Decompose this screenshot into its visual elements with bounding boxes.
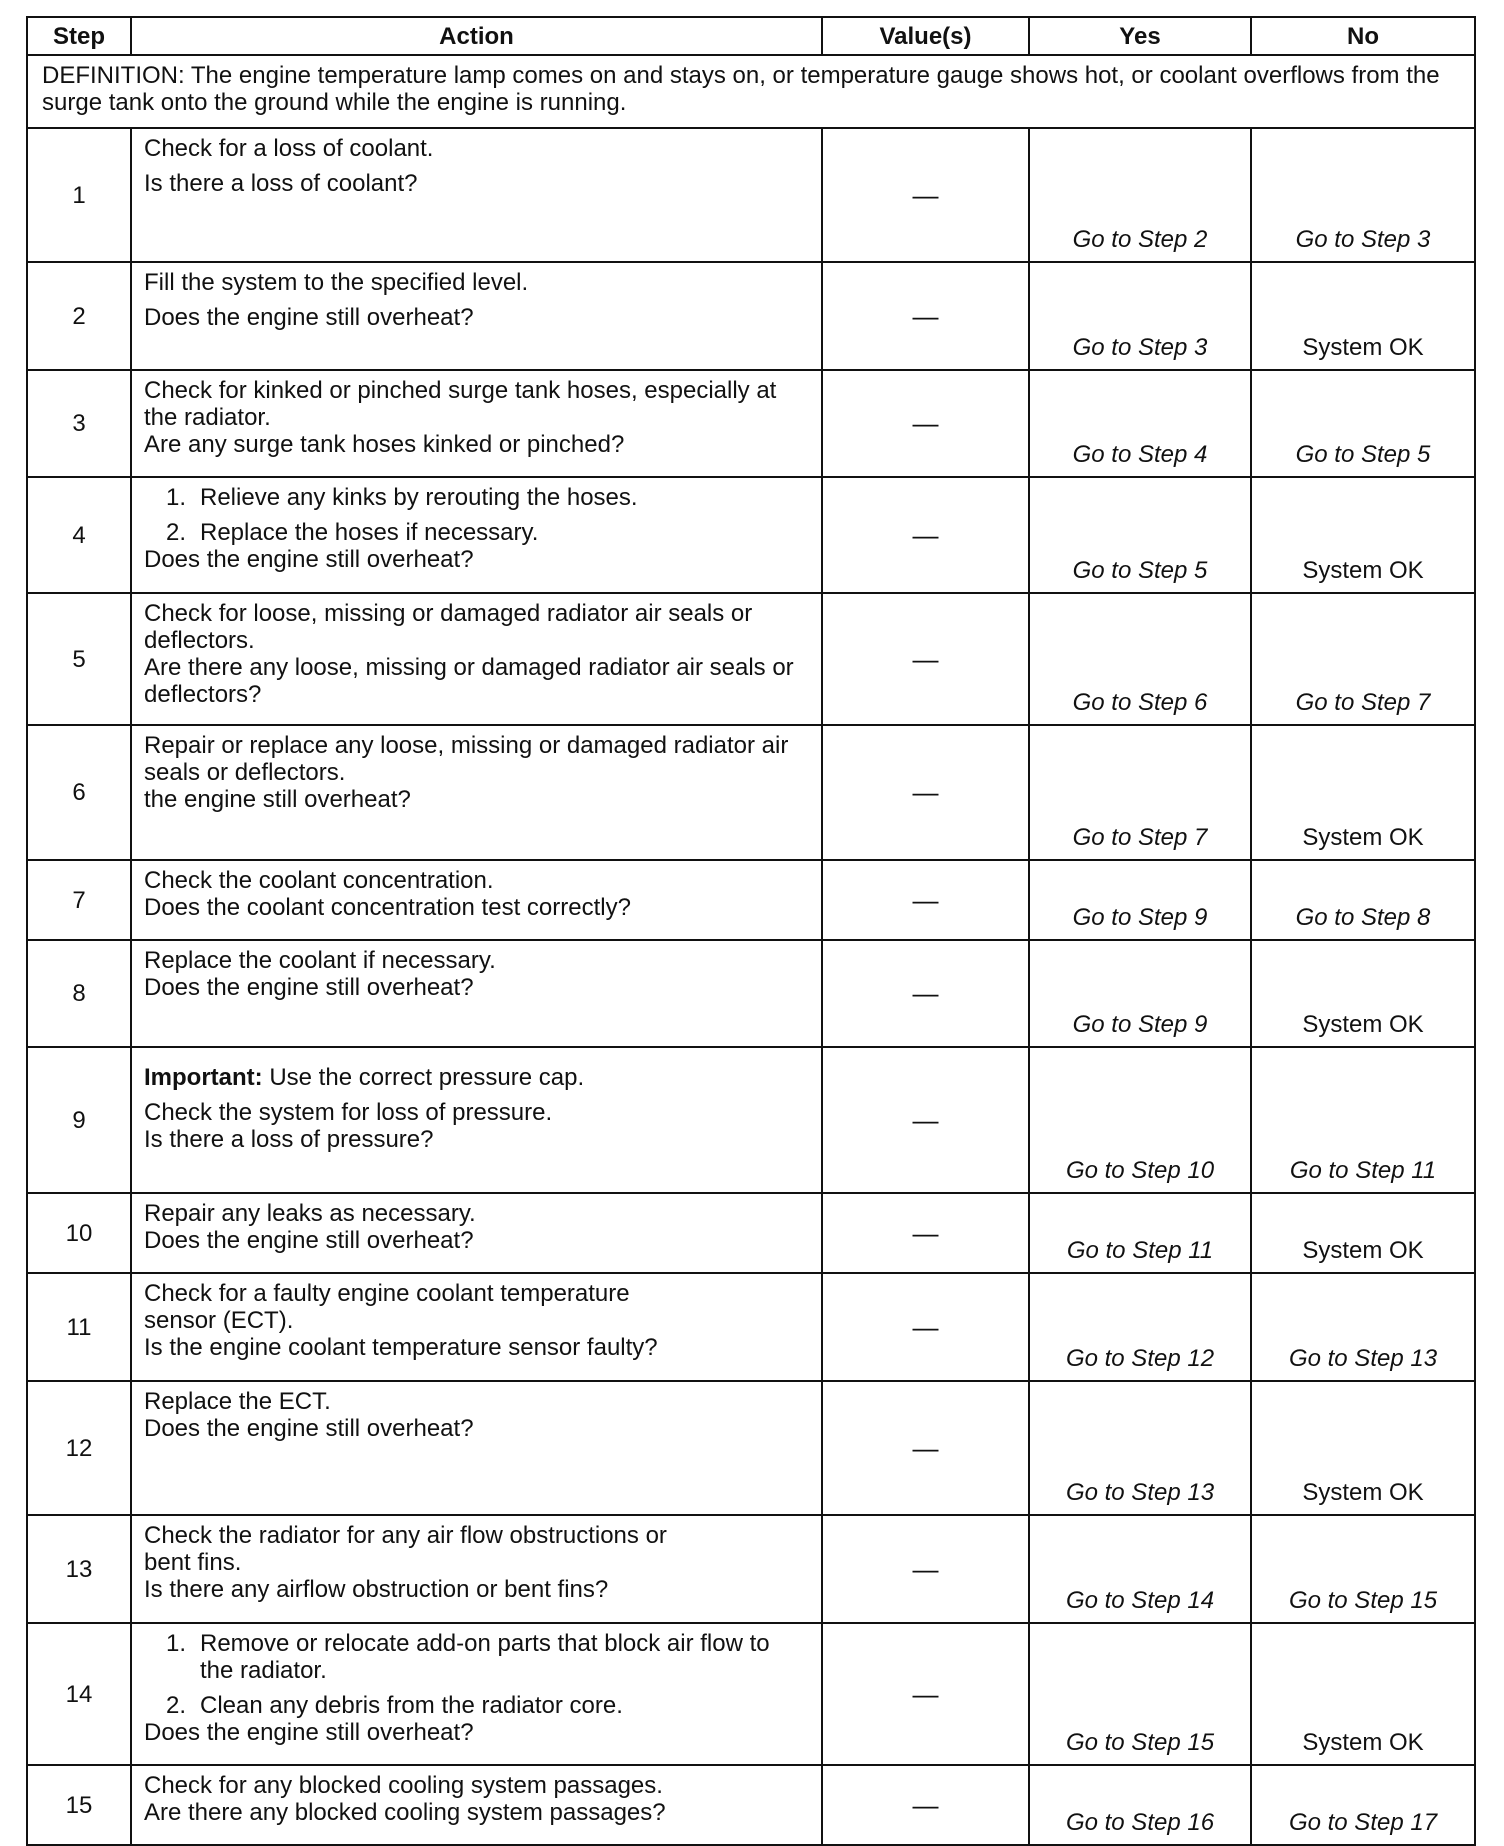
action-cell [131,593,822,725]
question-text: Does the engine still overheat? [144,1719,474,1746]
list-number: 2. [166,519,187,546]
step-number: 6 [27,725,131,860]
action-text: sensor (ECT). [144,1307,294,1334]
no-outcome: Go to Step 15 [1251,1515,1475,1623]
action-cell [131,128,822,262]
numbered-list [144,484,809,546]
list-number: 1. [166,1630,187,1657]
important-note [144,1064,809,1091]
list-item [144,484,809,511]
question-text: Does the engine still overheat? [144,546,474,573]
yes-outcome: Go to Step 14 [1029,1515,1251,1623]
definition-row [27,55,1475,128]
yes-outcome: Go to Step 5 [1029,477,1251,593]
diagnostic-table-sheet [26,16,1474,1846]
no-outcome: Go to Step 11 [1251,1047,1475,1193]
action-cell [131,860,822,940]
step-number: 5 [27,593,131,725]
table-row [27,1193,1475,1273]
action-cell [131,725,822,860]
table-row [27,1047,1475,1193]
action-cell [131,1193,822,1273]
step-number: 14 [27,1623,131,1765]
important-text: Use the correct pressure cap. [262,1064,585,1091]
action-text: Check the system for loss of pressure. [144,1099,553,1126]
yes-outcome: Go to Step 12 [1029,1273,1251,1381]
yes-outcome: Go to Step 9 [1029,860,1251,940]
no-outcome: Go to Step 3 [1251,128,1475,262]
value-cell: — [822,1623,1029,1765]
no-outcome: System OK [1251,940,1475,1047]
list-item [144,1630,809,1684]
step-number: 9 [27,1047,131,1193]
table-row [27,1381,1475,1515]
list-number: 1. [166,484,187,511]
question-text: Is there a loss of pressure? [144,1126,434,1153]
question-text: Does the engine still overheat? [144,1415,474,1442]
question-text: Is the engine coolant temperature sensor faulty? [144,1334,658,1361]
value-cell: — [822,593,1029,725]
action-cell [131,940,822,1047]
value-cell: — [822,1273,1029,1381]
value-cell: — [822,370,1029,477]
yes-outcome: Go to Step 3 [1029,262,1251,370]
question-text: Are any surge tank hoses kinked or pinched? [144,431,625,458]
value-cell: — [822,1193,1029,1273]
list-item [144,519,809,546]
no-outcome: Go to Step 7 [1251,593,1475,725]
yes-outcome: Go to Step 7 [1029,725,1251,860]
action-text: Check for kinked or pinched surge tank hoses, especially at the radiator. [144,377,777,431]
action-cell [131,477,822,593]
no-outcome: System OK [1251,262,1475,370]
important-label: Important: [144,1064,263,1091]
step-number: 1 [27,128,131,262]
yes-outcome: Go to Step 16 [1029,1765,1251,1845]
step-number: 8 [27,940,131,1047]
yes-outcome: Go to Step 4 [1029,370,1251,477]
table-row [27,128,1475,262]
action-text: Check for any blocked cooling system passages. [144,1772,663,1799]
action-text: bent fins. [144,1549,242,1576]
diagnostic-table [26,16,1476,1846]
value-cell: — [822,1381,1029,1515]
table-row [27,1765,1475,1845]
list-text: Relieve any kinks by rerouting the hoses. [200,484,638,511]
question-text: the engine still overheat? [144,786,411,813]
list-text: Remove or relocate add-on parts that block air flow to the radiator. [200,1630,770,1684]
yes-outcome: Go to Step 6 [1029,593,1251,725]
question-text: Does the engine still overheat? [144,1227,474,1254]
list-number: 2. [166,1692,187,1719]
no-outcome: Go to Step 13 [1251,1273,1475,1381]
header-values: Value(s) [822,17,1029,55]
header-action: Action [131,17,822,55]
table-row [27,1623,1475,1765]
step-number: 15 [27,1765,131,1845]
action-text: Repair any leaks as necessary. [144,1200,476,1227]
table-row [27,1273,1475,1381]
numbered-list [144,1630,809,1719]
step-number: 3 [27,370,131,477]
value-cell: — [822,1765,1029,1845]
list-text: Replace the hoses if necessary. [200,519,539,546]
table-row [27,262,1475,370]
question-text: Is there a loss of coolant? [144,170,418,197]
no-outcome: Go to Step 8 [1251,860,1475,940]
action-text: Check the radiator for any air flow obstructions or [144,1522,667,1549]
table-row [27,370,1475,477]
action-cell [131,262,822,370]
value-cell: — [822,477,1029,593]
action-text: Repair or replace any loose, missing or damaged radiator air seals or deflectors. [144,732,789,786]
table-row [27,860,1475,940]
step-number: 7 [27,860,131,940]
yes-outcome: Go to Step 15 [1029,1623,1251,1765]
value-cell: — [822,1047,1029,1193]
no-outcome: System OK [1251,477,1475,593]
value-cell: — [822,860,1029,940]
no-outcome: System OK [1251,1193,1475,1273]
step-number: 10 [27,1193,131,1273]
action-cell [131,1515,822,1623]
yes-outcome: Go to Step 10 [1029,1047,1251,1193]
action-cell [131,1273,822,1381]
question-text: Does the engine still overheat? [144,974,474,1001]
yes-outcome: Go to Step 13 [1029,1381,1251,1515]
yes-outcome: Go to Step 2 [1029,128,1251,262]
value-cell: — [822,262,1029,370]
action-cell [131,1381,822,1515]
step-number: 12 [27,1381,131,1515]
no-outcome: Go to Step 17 [1251,1765,1475,1845]
table-row [27,1515,1475,1623]
yes-outcome: Go to Step 9 [1029,940,1251,1047]
action-text: Check for loose, missing or damaged radiator air seals or deflectors. [144,600,753,654]
table-row [27,940,1475,1047]
action-cell [131,370,822,477]
value-cell: — [822,1515,1029,1623]
action-text: Replace the ECT. [144,1388,331,1415]
question-text: Are there any loose, missing or damaged radiator air seals or deflectors? [144,654,794,708]
action-cell [131,1765,822,1845]
action-text: Check for a faulty engine coolant temperature [144,1280,630,1307]
step-number: 11 [27,1273,131,1381]
header-yes: Yes [1029,17,1251,55]
value-cell: — [822,725,1029,860]
no-outcome: System OK [1251,725,1475,860]
action-cell [131,1047,822,1193]
header-step: Step [27,17,131,55]
action-text: Replace the coolant if necessary. [144,947,496,974]
yes-outcome: Go to Step 11 [1029,1193,1251,1273]
question-text: Does the engine still overheat? [144,304,474,331]
no-outcome: System OK [1251,1623,1475,1765]
step-number: 4 [27,477,131,593]
question-text: Is there any airflow obstruction or bent fins? [144,1576,609,1603]
table-row [27,477,1475,593]
definition-text: DEFINITION: The engine temperature lamp comes on and stays on, or temperature gauge shows hot, or coolant overflows from the surge tank onto the ground while the engine is running. [27,55,1475,128]
question-text: Does the coolant concentration test correctly? [144,894,631,921]
no-outcome: Go to Step 5 [1251,370,1475,477]
header-no: No [1251,17,1475,55]
list-item [144,1692,809,1719]
value-cell: — [822,128,1029,262]
action-cell [131,1623,822,1765]
action-text: Check for a loss of coolant. [144,135,434,162]
action-text: Fill the system to the specified level. [144,269,529,296]
table-row [27,725,1475,860]
action-text: Check the coolant concentration. [144,867,494,894]
step-number: 2 [27,262,131,370]
header-row [27,17,1475,55]
question-text: Are there any blocked cooling system passages? [144,1799,666,1826]
no-outcome: System OK [1251,1381,1475,1515]
list-text: Clean any debris from the radiator core. [200,1692,623,1719]
step-number: 13 [27,1515,131,1623]
value-cell: — [822,940,1029,1047]
table-row [27,593,1475,725]
